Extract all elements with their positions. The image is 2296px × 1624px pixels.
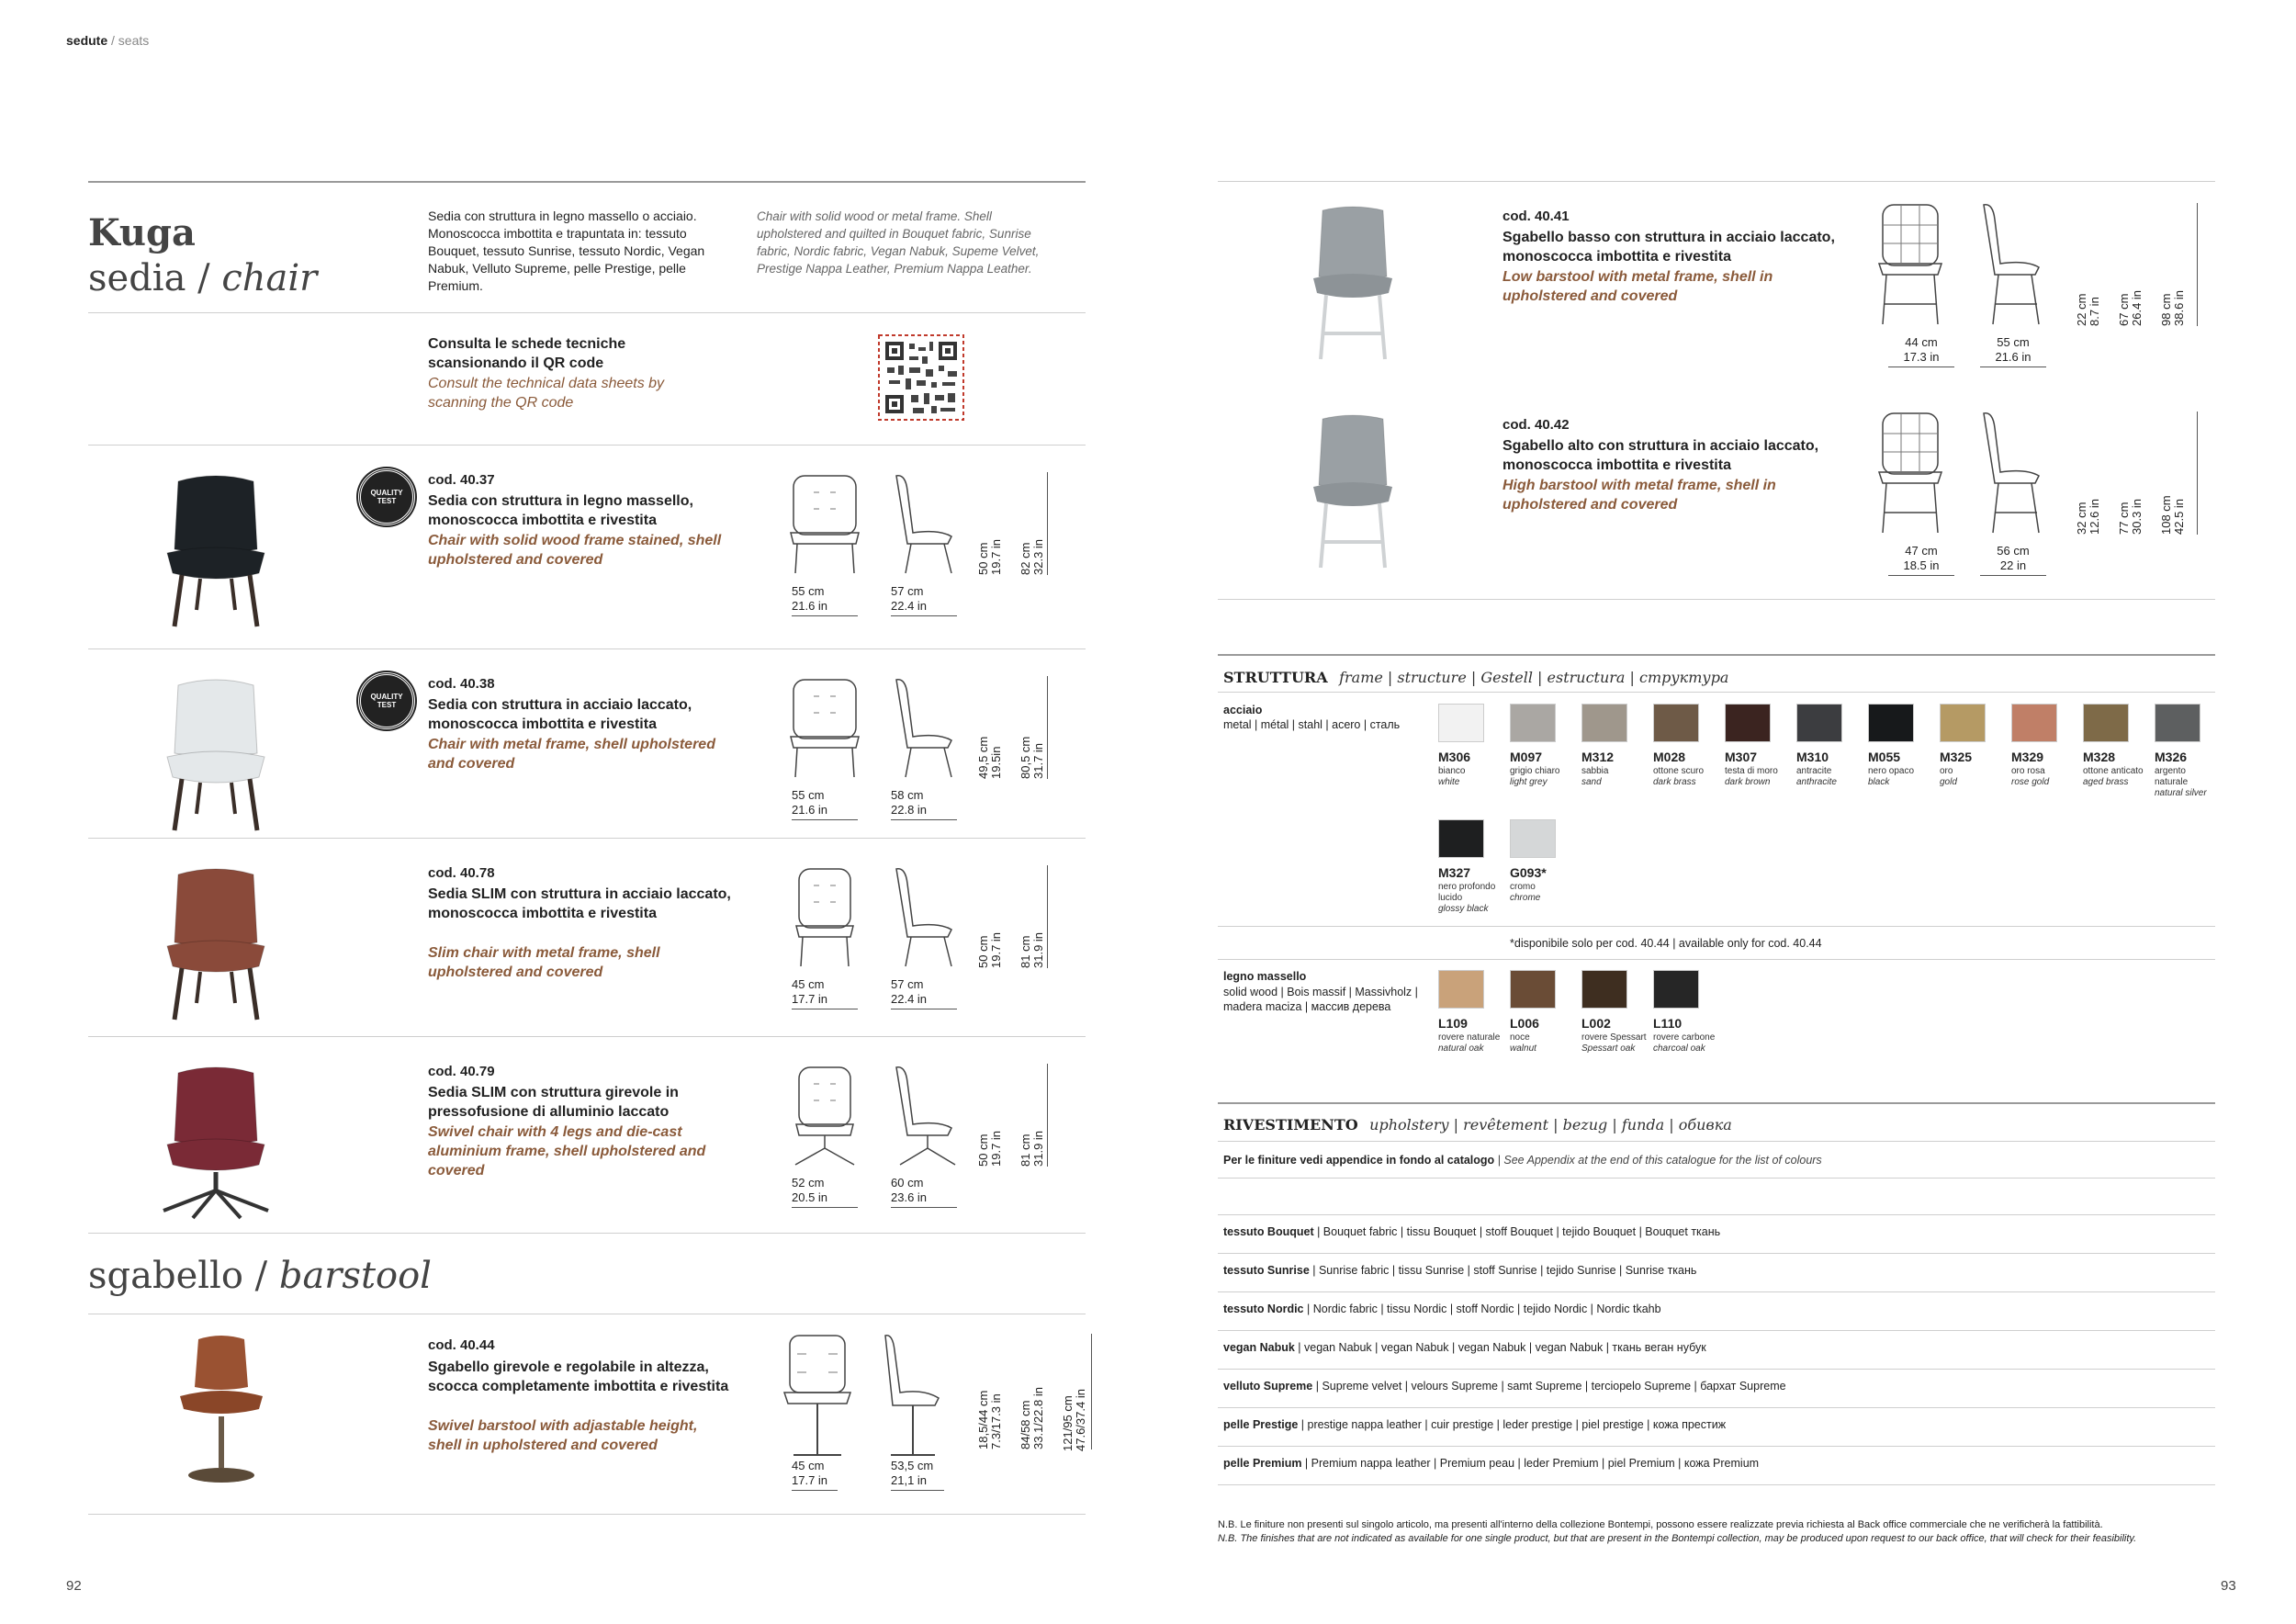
product-title: Sgabello basso con struttura in acciaio laccato, monoscocca imbottita e rivestita [1503, 230, 1835, 265]
swatch-name [1438, 882, 1504, 915]
barstool-photo [1302, 205, 1403, 366]
barstool-h3i: 47.6/37.4 in [1074, 1389, 1087, 1451]
product-code: cod. 40.42 [1503, 417, 1570, 433]
dim-seat-height [977, 1131, 1003, 1167]
upholstery-row-bold: tessuto Bouquet [1223, 1225, 1314, 1238]
dim-seat-height-cm: 49,5 cm [976, 736, 990, 779]
swatch[interactable] [1438, 704, 1484, 742]
dim-depth [891, 584, 957, 616]
dim-height-in: 8.7 in [2088, 297, 2101, 326]
barstool-h2: 84/58 cm [1019, 1400, 1032, 1449]
swatch-name-it: oro [1940, 766, 1953, 776]
swatch[interactable] [2011, 704, 2057, 742]
dim-height-cm: 98 cm [2159, 293, 2173, 326]
swatch-name [2155, 766, 2221, 799]
dim-height-in: 12.6 in [2088, 498, 2101, 535]
page-number-left: 92 [66, 1578, 82, 1594]
product-title: Sedia con struttura in legno massello, monoscocca imbottita e rivestita [428, 493, 693, 528]
product-title: Sedia SLIM con struttura in acciaio laccato, monoscocca imbottita e rivestita [428, 886, 731, 921]
barstool-w2: 53,5 cm [891, 1459, 934, 1472]
swatch-name [2011, 766, 2077, 788]
swatch-name [1868, 766, 1934, 788]
swatch-name-it: ottone scuro [1653, 766, 1705, 776]
product-type [88, 257, 317, 299]
swatch-name-it: bianco [1438, 766, 1466, 776]
swatch-code: L002 [1581, 1016, 1611, 1031]
wood-swatch[interactable] [1438, 970, 1484, 1009]
type-en: chair [221, 257, 318, 299]
dim-width-in: 21.6 in [792, 803, 828, 817]
swatch[interactable] [1510, 704, 1556, 742]
dim-height-in: 26.4 in [2130, 289, 2144, 326]
swatch-name-en: rose gold [2011, 777, 2050, 787]
dim-height [2118, 290, 2144, 326]
product-title: Sedia con struttura in acciaio laccato, monoscocca imbottita e rivestita [428, 697, 692, 732]
barstool-front-drawing [781, 1332, 854, 1466]
dim-height [2118, 499, 2144, 535]
front-view-drawing [788, 676, 861, 783]
wood-swatch[interactable] [1653, 970, 1699, 1009]
quality-test-badge: QUALITY TEST [358, 468, 415, 525]
swatch-name-en: sand [1581, 777, 1602, 787]
dim-seat-height-cm: 50 cm [976, 542, 990, 575]
swatch-name-it: sabbia [1581, 766, 1609, 776]
swatch-name-it: nero profondo lucido [1438, 882, 1496, 903]
dim-depth [891, 977, 957, 1009]
swatch-code: L006 [1510, 1016, 1539, 1031]
dim-seat-height-in: 19.7 in [989, 931, 1003, 968]
upholstery-row-bold: velluto Supreme [1223, 1380, 1313, 1393]
swatch-code: M326 [2155, 750, 2188, 764]
dim-depth-in: 22.4 in [891, 599, 928, 613]
front-view-drawing [788, 865, 861, 972]
swatch[interactable] [1796, 704, 1842, 742]
barstool-heading-en: barstool [278, 1255, 432, 1297]
barstool-photo [1302, 413, 1403, 574]
swatch-name-it: rovere naturale [1438, 1032, 1501, 1043]
swatch-code: M328 [2083, 750, 2116, 764]
dim-width [1888, 335, 1954, 367]
upholstery-row [1223, 1303, 1661, 1315]
swatch-name [1796, 766, 1863, 788]
upholstery-row-text: | prestige nappa leather | cuir prestige | leder prestige | piel prestige | кожа престиж [1298, 1418, 1727, 1431]
footnote [1218, 1518, 2219, 1546]
swatch-name [1510, 766, 1576, 788]
upholstery-intro-bold: Per le finiture vedi appendice in fondo al catalogo [1223, 1154, 1495, 1167]
swatch-name-it: rovere carbone [1653, 1032, 1716, 1043]
wood-swatch[interactable] [1581, 970, 1627, 1009]
breadcrumb-sub: seats [118, 33, 150, 48]
wood-swatch[interactable] [1510, 970, 1556, 1009]
swatch-name [1510, 1032, 1576, 1054]
dim-width [792, 584, 858, 616]
swatch-name-en: walnut [1510, 1043, 1536, 1054]
upholstery-row-bold: vegan Nabuk [1223, 1341, 1295, 1354]
dim-width-in: 20.5 in [792, 1190, 828, 1204]
dim-height-cm: 81 cm [1019, 935, 1032, 968]
swatch-code: M312 [1581, 750, 1615, 764]
swatch[interactable] [2155, 704, 2200, 742]
upholstery-row-bold: tessuto Sunrise [1223, 1264, 1310, 1277]
structure-langs: frame | structure | Gestell | estructura | структура [1339, 669, 1729, 686]
side-view-drawing [887, 865, 961, 972]
dim-height-in: 30.3 in [2130, 498, 2144, 535]
dim-height-cm: 22 cm [2075, 293, 2088, 326]
wood-sublabel: solid wood | Bois massif | Massivholz | madera maciza | массив дерева [1223, 986, 1418, 1013]
swatch-code: M327 [1438, 865, 1471, 880]
swatch-name [1653, 1032, 1719, 1054]
front-view-drawing [788, 472, 861, 579]
dim-height [1019, 932, 1045, 968]
barstool-code: cod. 40.44 [428, 1337, 495, 1353]
side-view-drawing [887, 472, 961, 579]
swatch[interactable] [1581, 704, 1627, 742]
dim-height-in: 31.9 in [1031, 1130, 1045, 1167]
swatch-name-en: gold [1940, 777, 1957, 787]
upholstery-row [1223, 1457, 1759, 1470]
dim-height [2076, 294, 2101, 326]
upholstery-langs: upholstery | revêtement | bezug | funda | обивка [1369, 1116, 1732, 1133]
dim-width-cm: 47 cm [1905, 544, 1938, 558]
swatch-name-it: rovere Spessart [1581, 1032, 1647, 1043]
swatch-name [2083, 766, 2149, 788]
dim-height-in: 31.7 in [1031, 742, 1045, 779]
dim-width [792, 788, 858, 820]
side-view-drawing [1975, 201, 2048, 330]
swatch-name-en: anthracite [1796, 777, 1837, 787]
quality-test-badge: QUALITY TEST [358, 672, 415, 729]
product-title: Sgabello alto con struttura in acciaio laccato, monoscocca imbottita e rivestita [1503, 438, 1819, 473]
dim-depth-cm: 55 cm [1997, 335, 2030, 349]
swatch-code: L109 [1438, 1016, 1468, 1031]
front-view-drawing [1874, 201, 1947, 330]
swatch-name-en: aged brass [2083, 777, 2129, 787]
swatch-name [1438, 766, 1504, 788]
barstool-dim-h2 [1019, 1387, 1045, 1449]
swatch-name-en: dark brown [1725, 777, 1771, 787]
swatch-name-en: white [1438, 777, 1460, 787]
swatch-name [1940, 766, 2006, 788]
upholstery-row [1223, 1341, 1706, 1354]
dim-width-in: 17.3 in [1903, 350, 1940, 364]
qr-text-en: Consult the technical data sheets by scanning the QR code [428, 376, 665, 411]
barstool-h3: 121/95 cm [1061, 1395, 1075, 1451]
upholstery-row-bold: tessuto Nordic [1223, 1303, 1304, 1315]
barstool-dim-h1 [977, 1391, 1003, 1449]
swatch-name-it: grigio chiaro [1510, 766, 1560, 776]
dim-height-cm: 108 cm [2159, 495, 2173, 535]
upholstery-row-text: | vegan Nabuk | vegan Nabuk | vegan Nabuk | vegan Nabuk | ткань веган нубук [1294, 1341, 1706, 1354]
swatch-code: M329 [2011, 750, 2044, 764]
side-view-drawing [887, 676, 961, 783]
upholstery-row-text: | Supreme velvet | velours Supreme | samt Supreme | terciopelo Supreme | бархат Supreme [1312, 1380, 1786, 1393]
barstool-h2i: 33.1/22.8 in [1031, 1387, 1045, 1449]
dim-height [2160, 290, 2186, 326]
dim-height-cm: 82 cm [1019, 542, 1032, 575]
swatch[interactable] [1438, 819, 1484, 858]
swatch-name-en: black [1868, 777, 1890, 787]
swatch-code: M306 [1438, 750, 1471, 764]
swatch[interactable] [1510, 819, 1556, 858]
steel-label: acciaio [1223, 704, 1263, 716]
dim-width [1888, 544, 1954, 576]
dim-width-in: 18.5 in [1903, 558, 1940, 572]
swatch[interactable] [1868, 704, 1914, 742]
dim-seat-height-in: 19.7 in [989, 1130, 1003, 1167]
swatch[interactable] [1653, 704, 1699, 742]
dim-seat-height-cm: 50 cm [976, 935, 990, 968]
product-photo [156, 1064, 276, 1224]
product-photo [156, 865, 276, 1026]
dim-height-cm: 67 cm [2117, 293, 2131, 326]
swatch-code: M310 [1796, 750, 1829, 764]
swatch-name-en: Spessart oak [1581, 1043, 1636, 1054]
upholstery-heading [1223, 1116, 1732, 1134]
dim-depth-in: 22.8 in [891, 803, 928, 817]
barstool-heading-it: sgabello / [88, 1255, 279, 1297]
dim-height-in: 31.9 in [1031, 931, 1045, 968]
barstool-w1: 45 cm [792, 1459, 825, 1472]
barstool-w1i: 17.7 in [792, 1473, 828, 1487]
upholstery-row-text: | Nordic fabric | tissu Nordic | stoff Nordic | tejido Nordic | Nordic tkahb [1303, 1303, 1661, 1315]
upholstery-title: RIVESTIMENTO [1223, 1116, 1358, 1133]
upholstery-intro-text: | See Appendix at the end of this catalogue for the list of colours [1494, 1154, 1822, 1167]
swatch-name-en: light grey [1510, 777, 1548, 787]
product-subtitle: Chair with metal frame, shell upholstered and covered [428, 737, 715, 772]
swatch-code: G093* [1510, 865, 1547, 880]
dim-width-cm: 44 cm [1905, 335, 1938, 349]
structure-heading [1223, 669, 1728, 687]
dim-height-cm: 32 cm [2075, 502, 2088, 535]
dim-width-in: 21.6 in [792, 599, 828, 613]
upholstery-row-text: | Sunrise fabric | tissu Sunrise | stoff Sunrise | tejido Sunrise | Sunrise ткань [1309, 1264, 1697, 1277]
side-view-drawing [887, 1064, 961, 1170]
dim-depth-cm: 57 cm [891, 977, 924, 991]
product-subtitle: Slim chair with metal frame, shell upholstered and covered [428, 945, 660, 980]
dim-depth-in: 22 in [1999, 558, 2027, 572]
product-code: cod. 40.41 [1503, 209, 1570, 224]
product-subtitle: Swivel chair with 4 legs and die-cast aluminium frame, shell upholstered and covered [428, 1124, 706, 1179]
upholstery-row-bold: pelle Prestige [1223, 1418, 1299, 1431]
swatch-name [1510, 882, 1576, 904]
qr-text-it: Consulta le schede tecniche scansionando il QR code [428, 336, 626, 371]
product-subtitle: Chair with solid wood frame stained, shell upholstered and covered [428, 533, 722, 568]
product-code: cod. 40.78 [428, 865, 495, 881]
swatch-name-it: noce [1510, 1032, 1530, 1043]
swatch-name-it: cromo [1510, 882, 1536, 892]
side-view-drawing [1975, 410, 2048, 538]
wood-label: legno massello [1223, 970, 1307, 983]
product-code: cod. 40.37 [428, 472, 495, 488]
footnote-it: N.B. Le finiture non presenti sul singolo articolo, ma presenti all'interno della collezione Bontempi, possono essere realizzate previa richiesta al Back office commerciale che ne verificherà la fattibilità. [1218, 1519, 2103, 1530]
swatch-code: M028 [1653, 750, 1686, 764]
breadcrumb [66, 33, 149, 48]
dim-width-cm: 45 cm [792, 977, 825, 991]
swatch-name [1581, 1032, 1648, 1054]
product-subtitle: High barstool with metal frame, shell in upholstered and covered [1503, 478, 1776, 513]
swatch-name-it: argento naturale [2155, 766, 2189, 787]
dim-depth [1980, 544, 2046, 576]
dim-seat-height [977, 932, 1003, 968]
swatch[interactable] [1725, 704, 1771, 742]
qr-code-icon[interactable] [878, 334, 964, 421]
structure-title: STRUTTURA [1223, 669, 1328, 686]
dim-depth [1980, 335, 2046, 367]
swatch-code: L110 [1653, 1016, 1683, 1031]
upholstery-row-text: | Premium nappa leather | Premium peau | leder Premium | piel Premium | кожа Premium [1301, 1457, 1760, 1470]
product-title: Sedia SLIM con struttura girevole in pressofusione di alluminio laccato [428, 1085, 679, 1120]
product-code: cod. 40.79 [428, 1064, 495, 1079]
swatch-name-it: ottone anticato [2083, 766, 2144, 776]
front-view-drawing [788, 1064, 861, 1170]
dim-width-cm: 55 cm [792, 788, 825, 802]
barstool-heading [88, 1255, 432, 1297]
dim-seat-height-cm: 50 cm [976, 1133, 990, 1167]
swatch-name-en: natural silver [2155, 788, 2207, 798]
barstool-h1i: 7.3/17.3 in [989, 1393, 1003, 1449]
upholstery-row [1223, 1380, 1786, 1393]
swatch-name [1438, 1032, 1504, 1054]
dim-height-cm: 77 cm [2117, 502, 2131, 535]
dim-height [2076, 499, 2101, 535]
dim-depth-cm: 57 cm [891, 584, 924, 598]
upholstery-row [1223, 1418, 1726, 1431]
product-code: cod. 40.38 [428, 676, 495, 692]
dim-depth-cm: 58 cm [891, 788, 924, 802]
dim-width [792, 1176, 858, 1208]
footnote-en: N.B. The finishes that are not indicated as available for one single product, but that are present in the Bontempi collection, may be produced upon request to our back office, that will check for their feasibility. [1218, 1533, 2137, 1544]
barstool-dim-width [792, 1459, 838, 1491]
swatch-name-it: oro rosa [2011, 766, 2045, 776]
product-photo [156, 472, 276, 633]
swatch-name-en: dark brass [1653, 777, 1696, 787]
swatch[interactable] [1940, 704, 1986, 742]
swatch-name-it: testa di moro [1725, 766, 1778, 776]
dim-depth-cm: 56 cm [1997, 544, 2030, 558]
swatch-name [1581, 766, 1648, 788]
dim-width-cm: 55 cm [792, 584, 825, 598]
structure-note: *disponibile solo per cod. 40.44 | available only for cod. 40.44 [1510, 937, 1822, 950]
product-subtitle: Low barstool with metal frame, shell in upholstered and covered [1503, 269, 1773, 304]
dim-depth-in: 23.6 in [891, 1190, 928, 1204]
swatch-name [1725, 766, 1791, 788]
swatch-code: M055 [1868, 750, 1901, 764]
swatch-name-en: glossy black [1438, 904, 1489, 914]
dim-height [1019, 539, 1045, 575]
breadcrumb-main: sedute [66, 33, 108, 48]
dim-height-cm: 81 cm [1019, 1133, 1032, 1167]
page-number-right: 93 [2221, 1578, 2236, 1594]
upholstery-row-text: | Bouquet fabric | tissu Bouquet | stoff Bouquet | tejido Bouquet | Bouquet ткань [1313, 1225, 1721, 1238]
dim-seat-height [977, 539, 1003, 575]
barstool-dim-depth [891, 1459, 944, 1491]
upholstery-row-bold: pelle Premium [1223, 1457, 1302, 1470]
dim-seat-height-in: 19.7 in [989, 538, 1003, 575]
dim-depth [891, 1176, 957, 1208]
dim-depth [891, 788, 957, 820]
dim-height-in: 38.6 in [2172, 289, 2186, 326]
upholstery-row [1223, 1264, 1696, 1277]
barstool-w2i: 21,1 in [891, 1473, 928, 1487]
barstool-dim-h3 [1062, 1389, 1087, 1451]
upholstery-row [1223, 1225, 1720, 1238]
dim-width-cm: 52 cm [792, 1176, 825, 1190]
product-brand: Kuga [88, 211, 196, 254]
dim-depth-in: 22.4 in [891, 992, 928, 1006]
dim-depth-in: 21.6 in [1995, 350, 2032, 364]
swatch-name-it: nero opaco [1868, 766, 1915, 776]
swatch-code: M097 [1510, 750, 1543, 764]
swatch[interactable] [2083, 704, 2129, 742]
dim-height [1019, 1131, 1045, 1167]
swatch-name [1653, 766, 1719, 788]
swatch-code: M325 [1940, 750, 1973, 764]
dim-height-in: 42.5 in [2172, 498, 2186, 535]
steel-sublabel: metal | métal | stahl | acero | сталь [1223, 718, 1401, 731]
type-it: sedia / [88, 257, 222, 299]
front-view-drawing [1874, 410, 1947, 538]
swatch-name-en: charcoal oak [1653, 1043, 1705, 1054]
dim-seat-height [977, 737, 1003, 779]
barstool-h1: 18,5/44 cm [976, 1390, 990, 1449]
barstool-side-drawing [872, 1332, 946, 1466]
dim-height [2160, 495, 2186, 535]
barstool-title: Sgabello girevole e regolabile in altezza, scocca completamente imbottita e rivestita [428, 1359, 729, 1394]
barstool-photo [171, 1332, 272, 1493]
breadcrumb-sep: / [107, 33, 118, 48]
dim-width [792, 977, 858, 1009]
description-it: Sedia con struttura in legno massello o acciaio. Monoscocca imbottita e trapuntata in: tessuto Bouquet, tessuto Sunrise, tessuto Nordic, Vegan Nabuk, Velluto Supreme, pelle Prestige, pelle Premium. [428, 209, 705, 293]
upholstery-intro [1223, 1154, 1822, 1167]
dim-height-in: 32.3 in [1031, 538, 1045, 575]
swatch-code: M307 [1725, 750, 1758, 764]
dim-width-in: 17.7 in [792, 992, 828, 1006]
swatch-name-en: chrome [1510, 893, 1541, 903]
barstool-subtitle: Swivel barstool with adjastable height, shell in upholstered and covered [428, 1418, 698, 1453]
swatch-name-it: antracite [1796, 766, 1832, 776]
product-photo [156, 676, 276, 837]
description-en: Chair with solid wood or metal frame. Shell upholstered and quilted in Bouquet fabric, Sunrise fabric, Nordic fabric, Vegan Nabuk, Supeme Velvet, Prestige Nappa Leather, Premium Nappa Leather. [757, 209, 1040, 276]
dim-seat-height-in: 19.5in [989, 746, 1003, 779]
swatch-name-en: natural oak [1438, 1043, 1484, 1054]
dim-height-cm: 80,5 cm [1019, 736, 1032, 779]
dim-height [1019, 737, 1045, 779]
dim-depth-cm: 60 cm [891, 1176, 924, 1190]
